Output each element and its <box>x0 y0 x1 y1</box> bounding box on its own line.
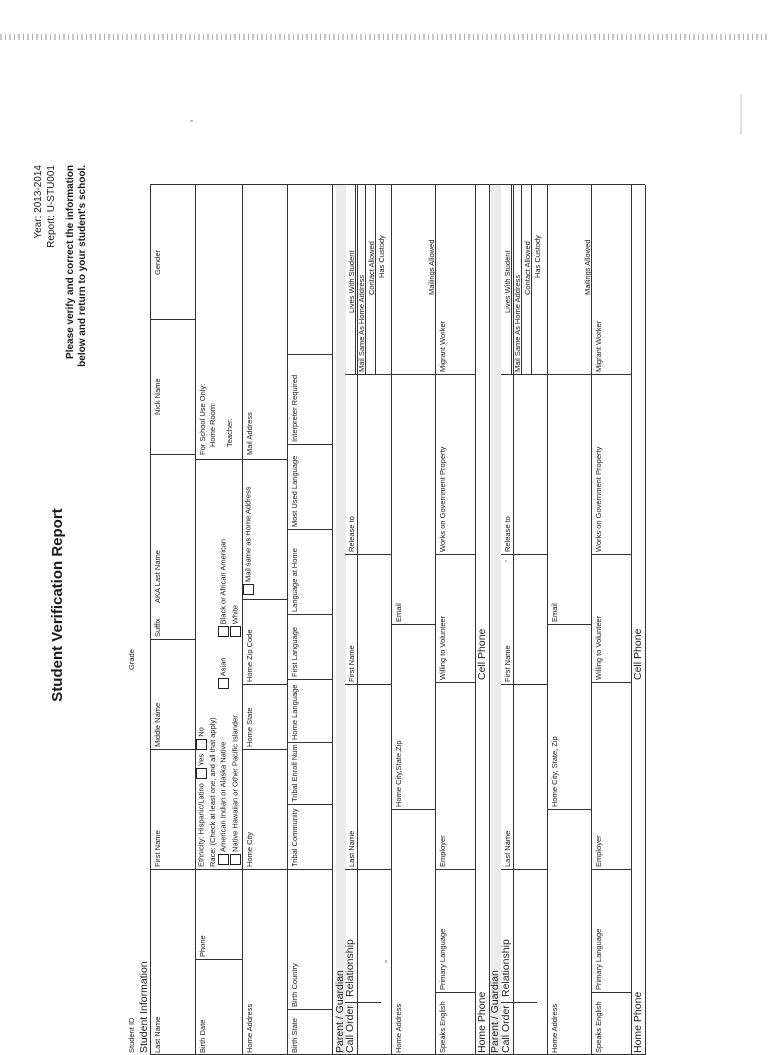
divider <box>287 614 332 615</box>
school-use-label: For School Use Only: <box>198 383 207 455</box>
lives-with-label: Lives With Student <box>503 250 512 313</box>
divider <box>435 374 475 375</box>
birth-state-label: Birth State <box>290 1017 299 1053</box>
cell-phone-label: Cell Phone <box>476 628 488 680</box>
divider <box>287 444 332 445</box>
rule <box>435 185 436 1055</box>
divider <box>287 869 332 870</box>
release-to-label: Release to <box>347 516 356 552</box>
migrant-worker-label: Migrant Worker <box>594 320 603 372</box>
home-state-label: Home State <box>245 707 254 747</box>
has-custody-label: Has Custody <box>533 235 542 278</box>
divider <box>547 809 591 810</box>
race-american-indian: American Indian or Alaska Native <box>218 741 228 852</box>
mailings-allowed-label: Mailings Allowed <box>583 239 592 295</box>
rule <box>365 185 366 375</box>
year-label: Year: <box>33 215 44 239</box>
primary-language-label: Primary Language <box>594 928 603 990</box>
race-row-1 <box>218 539 229 867</box>
race-instruction: Race: (Check at least one, and all that apply) <box>208 717 217 867</box>
guardian-city-state-zip-label: Home City, State, Zip <box>550 736 559 807</box>
first-language-label: First Language <box>290 626 299 677</box>
divider <box>435 554 475 555</box>
divider <box>150 639 195 640</box>
middle-name-label: Middle Name <box>153 702 162 747</box>
divider <box>287 1009 332 1010</box>
ethnicity-no-checkbox[interactable] <box>196 739 207 750</box>
divider <box>242 749 287 750</box>
divider <box>591 869 631 870</box>
phone-label: Phone <box>198 935 207 957</box>
speaks-english-label: Speaks English <box>594 1001 603 1053</box>
report-label: Report: <box>46 215 57 248</box>
mail-same-text: Mail same as Home Address <box>243 486 253 582</box>
has-custody-label: Has Custody <box>377 235 386 278</box>
guardian-1-heading: Parent / Guardian <box>334 970 346 1053</box>
rule <box>150 185 151 1055</box>
employer-label: Employer <box>594 835 603 867</box>
divider <box>345 1002 381 1003</box>
guardian-last-name-label: Last Name <box>347 830 356 867</box>
guardian-first-name-label: First Name <box>503 645 512 682</box>
divider <box>345 869 391 870</box>
home-zip-label: Home Zip Code <box>245 629 254 682</box>
scan-speck <box>190 120 193 122</box>
divider <box>242 459 287 460</box>
guardian-1-shading <box>336 185 346 1055</box>
race-asian: Asian <box>218 657 228 677</box>
divider <box>435 682 475 683</box>
rule <box>511 185 512 375</box>
divider <box>501 869 547 870</box>
divider <box>242 684 287 685</box>
divider <box>242 869 287 870</box>
notice-line-1: Please verify and correct the information <box>65 165 76 359</box>
rule <box>631 185 632 1055</box>
speaks-english-label: Speaks English <box>438 1001 447 1053</box>
notice-line-2: below and return to your student's school. <box>77 165 88 367</box>
home-language-label: Home Language <box>290 684 299 740</box>
guardian-home-address-label: Home Address <box>550 1003 559 1053</box>
first-name-label: First Name <box>153 830 162 867</box>
guardian-email-label: Email <box>550 603 559 622</box>
section-student-information: Student Information <box>138 961 150 1053</box>
race-checkbox[interactable] <box>218 626 229 637</box>
interpreter-required-label: Interpreter Required <box>290 374 299 442</box>
employer-label: Employer <box>438 835 447 867</box>
rule <box>475 185 476 1055</box>
divider <box>150 749 195 750</box>
cell-phone-label: Cell Phone <box>632 628 644 680</box>
home-phone-label: Home Phone <box>476 991 488 1053</box>
divider <box>345 554 391 555</box>
primary-language-label: Primary Language <box>438 928 447 990</box>
suffix-label: Suffix <box>153 618 162 637</box>
rule <box>547 185 548 1055</box>
divider <box>345 684 391 685</box>
guardian-2-heading: Parent / Guardian <box>489 970 501 1053</box>
race-checkbox[interactable] <box>218 678 229 689</box>
divider <box>501 1002 537 1003</box>
gov-property-label: Works on Government Property <box>594 446 603 552</box>
divider <box>287 529 332 530</box>
yes-label: Yes <box>196 753 206 767</box>
call-order-label: Call Order <box>344 1005 356 1053</box>
divider <box>150 869 195 870</box>
contact-allowed-label: Contact Allowed <box>523 241 532 295</box>
divider <box>391 809 435 810</box>
divider <box>547 624 591 625</box>
divider <box>195 869 242 870</box>
report-value: U-STU001 <box>46 165 57 213</box>
nick-name-label: Nick Name <box>153 378 162 415</box>
rule <box>591 185 592 1055</box>
student-id-label: Student ID <box>127 1017 136 1053</box>
rule <box>355 185 356 375</box>
divider <box>287 804 332 805</box>
race-white: White <box>230 604 240 625</box>
divider <box>242 599 287 600</box>
mail-same-home-label: Mail Same As Home Address <box>357 274 366 372</box>
form-border-right <box>150 184 645 185</box>
migrant-worker-label: Migrant Worker <box>438 320 447 372</box>
grade-label: Grade <box>127 649 136 670</box>
willing-volunteer-label: Willing to Volunteer <box>438 615 447 680</box>
divider <box>435 869 475 870</box>
release-to-label: Release to <box>503 516 512 552</box>
year-value: 2013-2014 <box>33 165 44 213</box>
lives-with-label: Lives With Student <box>347 250 356 313</box>
page-title: Student Verification Report <box>49 508 66 702</box>
guardian-first-name-label: First Name <box>347 645 356 682</box>
mail-same-checkbox[interactable] <box>243 584 254 595</box>
rule <box>531 185 532 375</box>
teacher-label: Teacher: <box>225 418 234 447</box>
call-order-label: Call Order <box>500 1005 512 1053</box>
home-city-label: Home City <box>245 831 254 867</box>
divider <box>591 682 631 683</box>
divider <box>435 992 475 993</box>
divider <box>195 459 242 460</box>
tribal-community-label: Tribal Community <box>290 808 299 867</box>
divider <box>287 742 332 743</box>
birth-date-label: Birth Date <box>198 1019 207 1053</box>
verification-form <box>33 165 657 1055</box>
rule <box>521 185 522 375</box>
divider <box>391 624 435 625</box>
rule <box>645 185 646 1055</box>
rule <box>287 185 288 1055</box>
divider <box>195 959 242 960</box>
race-checkbox[interactable] <box>230 854 241 865</box>
language-at-home-label: Language at Home <box>290 548 299 612</box>
mail-same-label <box>243 487 254 597</box>
guardian-city-state-zip-label: Home City,State,Zip <box>394 740 403 807</box>
willing-volunteer-label: Willing to Volunteer <box>594 615 603 680</box>
divider <box>345 374 435 375</box>
gov-property-label: Works on Government Property <box>438 446 447 552</box>
rule <box>332 185 333 1055</box>
guardian-email-label: Email <box>394 603 403 622</box>
rule <box>391 185 392 1055</box>
home-phone-label: Home Phone <box>632 991 644 1053</box>
divider <box>591 554 631 555</box>
race-native-hawaiian: Native Hawaiian or Other Pacific Islander <box>230 715 240 852</box>
relationship-label: Relationship <box>344 939 356 997</box>
scan-speck <box>740 95 742 135</box>
home-address-label: Home Address <box>245 1003 254 1053</box>
home-room-label: Home Room: <box>208 402 217 447</box>
divider <box>591 992 631 993</box>
race-checkbox[interactable] <box>218 854 229 865</box>
divider <box>150 319 195 320</box>
race-row-2 <box>230 605 241 867</box>
rule <box>195 185 196 1055</box>
last-name-label: Last Name <box>153 1016 162 1053</box>
tribal-enroll-label: Tribal Enroll Num <box>290 744 299 802</box>
mail-same-home-label: Mail Same As Home Address <box>513 274 522 372</box>
birth-country-label: Birth Country <box>290 963 299 1007</box>
rule <box>375 185 376 375</box>
scan-artifact-top <box>0 34 770 40</box>
year-report-block <box>32 165 58 415</box>
divider <box>591 374 631 375</box>
mailings-allowed-label: Mailings Allowed <box>427 239 436 295</box>
divider <box>501 374 591 375</box>
divider <box>287 354 332 355</box>
guardian-home-address-label: Home Address <box>394 1003 403 1053</box>
most-used-language-label: Most Used Language <box>290 455 299 527</box>
guardian-2-shading <box>491 185 501 1055</box>
ethnicity-yes-checkbox[interactable] <box>196 768 207 779</box>
guardian-last-name-label: Last Name <box>503 830 512 867</box>
ethnicity-text: Ethnicity: Hispanic/Latino <box>196 783 206 867</box>
divider <box>501 684 547 685</box>
ethnicity-label <box>196 727 207 867</box>
divider <box>501 554 547 555</box>
notice-block <box>65 165 89 415</box>
aka-last-name-label: AKA Last Name <box>153 550 162 603</box>
race-black: Black or African American <box>218 538 228 625</box>
divider <box>287 679 332 680</box>
contact-allowed-label: Contact Allowed <box>367 241 376 295</box>
divider <box>150 454 195 455</box>
gender-label: Gender <box>153 249 162 275</box>
rule <box>242 185 243 1055</box>
mail-address-label: Mail Address <box>245 412 254 455</box>
race-checkbox[interactable] <box>230 626 241 637</box>
relationship-label: Relationship <box>500 939 512 997</box>
rule <box>489 185 490 1055</box>
no-label: No <box>196 727 206 737</box>
